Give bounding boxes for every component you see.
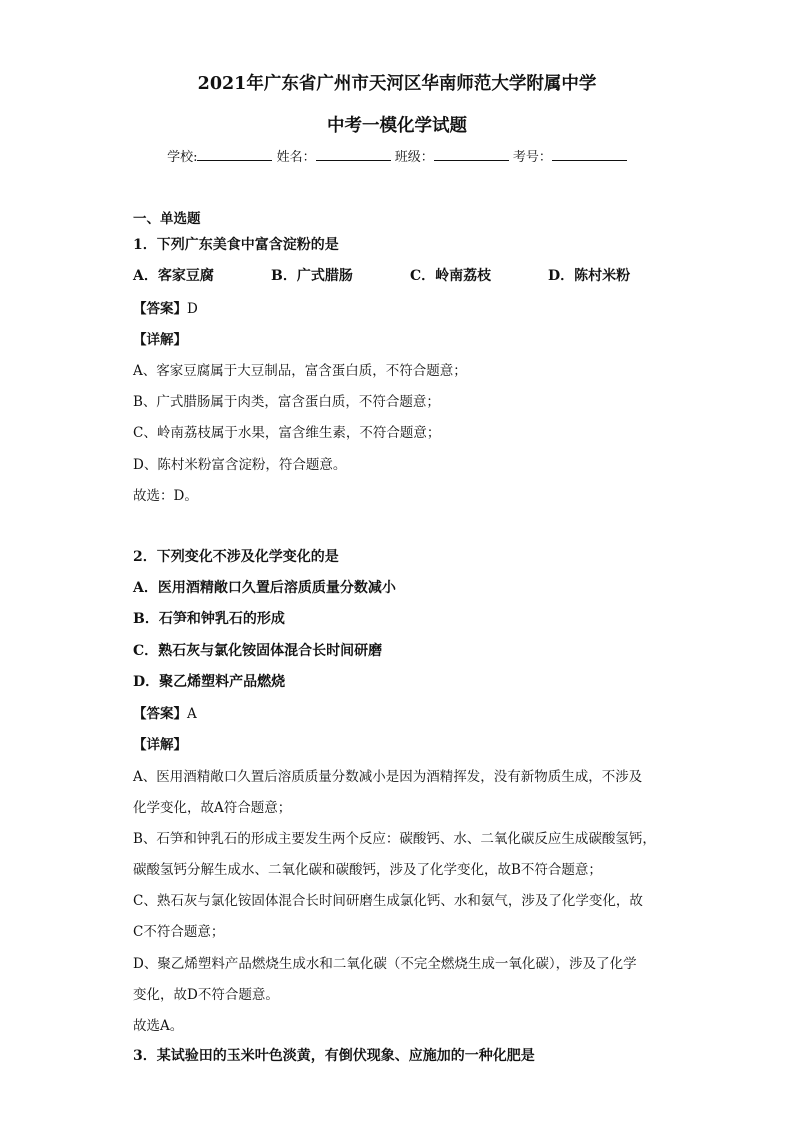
q2-answer-value: A: [187, 706, 197, 722]
q1-detail-line: B、广式腊肠属于肉类，富含蛋白质，不符合题意；: [133, 394, 440, 410]
student-info-line: [0, 146, 794, 165]
q1-answer-value: D: [187, 301, 198, 317]
q2-detail-line: C不符合题意；: [133, 924, 225, 940]
page-title-line2: 中考一模化学试题: [327, 116, 467, 136]
q1-detail-line: A、客家豆腐属于大豆制品，富含蛋白质，不符合题意；: [133, 363, 467, 379]
q2-detail-line: A、医用酒精敞口久置后溶质质量分数减小是因为酒精挥发，没有新物质生成，不涉及: [133, 769, 643, 785]
number-blank: [552, 148, 627, 161]
q2-option-d: D．聚乙烯塑料产品燃烧: [133, 674, 286, 690]
school-label: 学校:: [167, 150, 198, 165]
q2-detail-label: 【详解】: [133, 737, 187, 753]
q1-option-b: B．广式腊肠: [271, 268, 353, 284]
q1-option-d: D．陈村米粉: [548, 268, 631, 284]
number-label: 考号：: [512, 150, 552, 165]
q1-detail-label: 【详解】: [133, 332, 187, 348]
q1-detail-line: D、陈村米粉富含淀粉，符合题意。: [133, 457, 347, 473]
class-blank: [434, 148, 509, 161]
q2-detail-line: C、熟石灰与氯化铵固体混合长时间研磨生成氯化钙、水和氨气，涉及了化学变化，故: [133, 893, 643, 909]
section-title: 一、单选题: [133, 211, 201, 227]
q2-answer: [133, 702, 197, 722]
q2-answer-label: 【答案】: [133, 706, 187, 722]
page-title-line1: 2021年广东省广州市天河区华南师范大学附属中学: [197, 74, 597, 94]
class-label: 班级：: [394, 150, 434, 165]
q2-detail-line: D、聚乙烯塑料产品燃烧生成水和二氧化碳（不完全燃烧生成一氧化碳），涉及了化学: [133, 956, 637, 972]
question-3-stem: 3．某试验田的玉米叶色淡黄，有倒伏现象、应施加的一种化肥是: [133, 1048, 535, 1064]
q2-option-c: C．熟石灰与氯化铵固体混合长时间研磨: [133, 643, 383, 659]
q2-detail-line: 碳酸氢钙分解生成水、二氧化碳和碳酸钙，涉及了化学变化，故B不符合题意；: [133, 862, 602, 878]
q2-detail-line: 变化，故D不符合题意。: [133, 987, 279, 1003]
name-label: 姓名：: [276, 150, 316, 165]
q1-option-a: A．客家豆腐: [133, 268, 214, 284]
question-1-stem: 1．下列广东美食中富含淀粉的是: [133, 237, 339, 253]
question-2-stem: 2．下列变化不涉及化学变化的是: [133, 549, 339, 565]
q2-detail-line: B、石笋和钟乳石的形成主要发生两个反应：碳酸钙、水、二氧化碳反应生成碳酸氢钙，: [133, 831, 656, 847]
q1-detail-line: 故选：D。: [133, 488, 198, 504]
q2-detail-line: 化学变化，故A符合题意；: [133, 800, 292, 816]
q1-option-c: C．岭南荔枝: [410, 268, 492, 284]
q2-option-a: A．医用酒精敞口久置后溶质质量分数减小: [133, 580, 396, 596]
q1-answer-label: 【答案】: [133, 301, 187, 317]
q2-detail-line: 故选A。: [133, 1018, 184, 1034]
q1-answer: [133, 297, 198, 317]
school-blank: [197, 148, 272, 161]
q2-option-b: B．石笋和钟乳石的形成: [133, 611, 285, 627]
q1-detail-line: C、岭南荔枝属于水果，富含维生素，不符合题意；: [133, 425, 441, 441]
name-blank: [316, 148, 391, 161]
